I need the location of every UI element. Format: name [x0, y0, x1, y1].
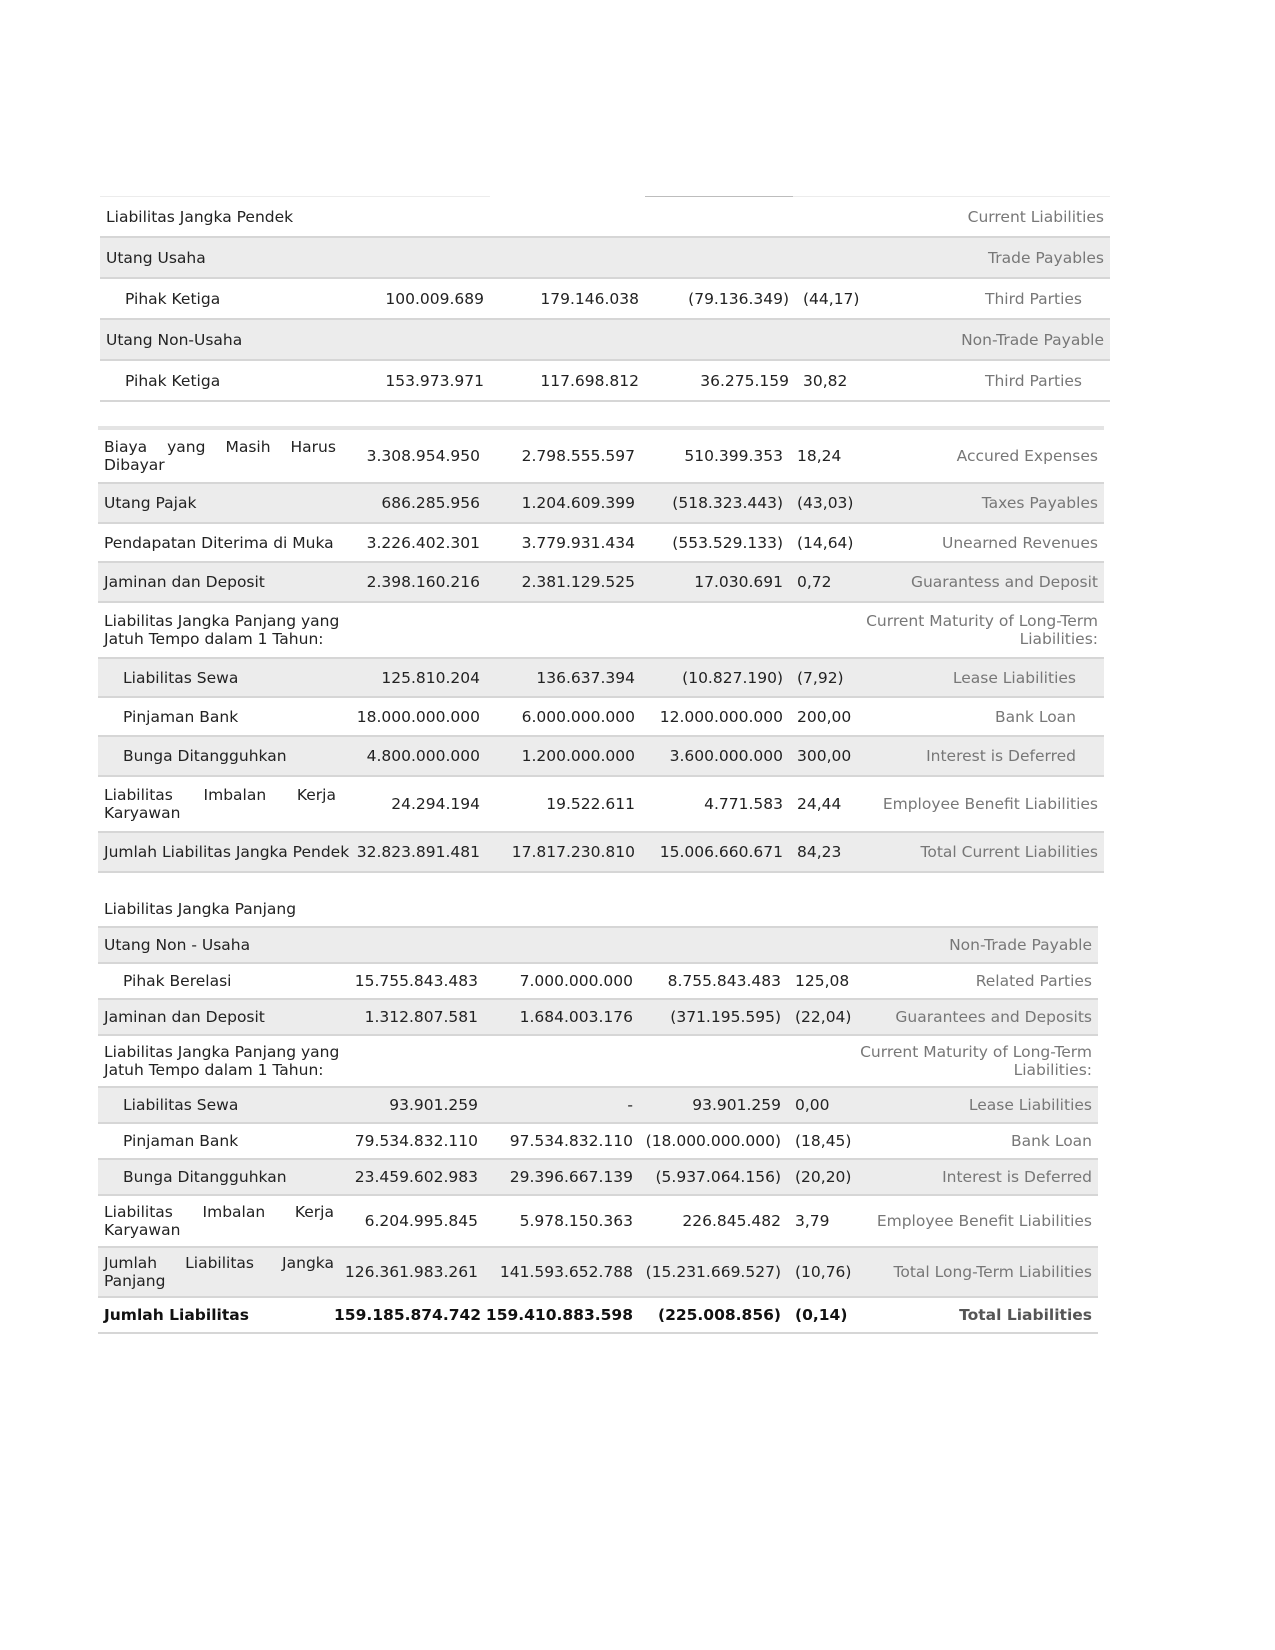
value-prior-year: 6.000.000.000: [521, 707, 635, 726]
value-current-year: 125.810.204: [381, 668, 480, 687]
value-prior-year: 117.698.812: [540, 371, 639, 390]
table-row: [100, 279, 1110, 320]
table-row: [98, 1124, 1098, 1160]
row-label-en: Non-Trade Payable: [961, 330, 1104, 349]
value-change: 8.755.843.483: [667, 972, 781, 990]
value-current-year: 18.000.000.000: [356, 707, 480, 726]
row-label-id: Pendapatan Diterima di Muka: [104, 533, 334, 552]
row-label-en: [859, 612, 1104, 648]
long-term-liabilities-table: [98, 892, 1098, 1334]
table-row: [98, 833, 1104, 873]
value-change: (79.136.349): [688, 289, 789, 308]
value-prior-year: 1.204.609.399: [521, 494, 635, 512]
value-current-year: 93.901.259: [389, 1096, 478, 1114]
row-label-id: Utang Usaha: [106, 248, 206, 267]
value-change: 93.901.259: [692, 1096, 781, 1114]
row-label-en: [857, 1043, 1098, 1079]
value-change-pct: 200,00: [797, 707, 852, 726]
row-label-id-line1: Liabilitas Imbalan Kerja: [104, 1203, 334, 1221]
table-row: [98, 964, 1098, 1000]
row-label-en: Unearned Revenues: [941, 533, 1098, 552]
value-change-pct: (7,92): [797, 668, 844, 687]
table-row: [98, 777, 1104, 833]
value-change: 226.845.482: [682, 1212, 781, 1230]
table-row: [98, 737, 1104, 777]
value-current-year: 15.755.843.483: [354, 972, 478, 990]
row-label-en: Third Parties: [985, 289, 1082, 308]
row-label-id-line2: Jatuh Tempo dalam 1 Tahun:: [104, 1061, 324, 1079]
value-change-pct: 24,44: [797, 795, 842, 813]
value-current-year: 32.823.891.481: [356, 843, 480, 861]
grand-total-row: [98, 1298, 1098, 1334]
value-prior-year: 2.381.129.525: [521, 573, 635, 591]
value-change-pct: 0,00: [795, 1096, 830, 1114]
row-label-en: Non-Trade Payable: [949, 936, 1092, 954]
value-prior-year: 136.637.394: [536, 668, 635, 687]
value-current-year: 100.009.689: [385, 289, 484, 308]
table-row: [98, 659, 1104, 698]
value-prior-year: 1.684.003.176: [519, 1008, 633, 1026]
value-change: (371.195.595): [670, 1008, 781, 1026]
row-label-en: Third Parties: [985, 371, 1082, 390]
value-change: 4.771.583: [704, 795, 783, 813]
value-change-pct: 300,00: [797, 747, 852, 765]
current-liabilities-table-a: [100, 197, 1110, 402]
value-current-year: 2.398.160.216: [366, 573, 480, 591]
value-change-pct: 0,72: [797, 573, 832, 591]
row-label-id: Utang Non-Usaha: [106, 330, 243, 349]
row-label-id-line1: Jumlah Liabilitas Jangka: [104, 1254, 334, 1272]
row-label-id: Pihak Ketiga: [125, 371, 221, 390]
value-change-pct: (14,64): [797, 533, 854, 552]
row-label-id: [98, 438, 336, 474]
value-prior-year: 159.410.883.598: [485, 1306, 633, 1324]
value-prior-year: 97.534.832.110: [509, 1132, 633, 1150]
value-current-year: 3.308.954.950: [366, 447, 480, 465]
row-label-id: [98, 612, 340, 648]
row-label-id: [98, 1203, 334, 1239]
value-change-pct: 125,08: [795, 972, 850, 990]
table-row: [100, 361, 1110, 402]
value-prior-year: 29.396.667.139: [509, 1168, 633, 1186]
value-current-year: 24.294.194: [391, 795, 480, 813]
row-label-id: Bunga Ditangguhkan: [123, 1168, 287, 1186]
value-change-pct: 84,23: [797, 843, 842, 861]
current-liabilities-table-b: [98, 426, 1104, 873]
value-change-pct: 30,82: [803, 371, 848, 390]
value-change: (18.000.000.000): [645, 1132, 781, 1150]
row-label-id-line1: Liabilitas Imbalan Kerja: [104, 786, 336, 804]
row-label-en-line2: Liabilities:: [1019, 630, 1098, 648]
value-change: 12.000.000.000: [659, 707, 783, 726]
value-current-year: 686.285.956: [381, 494, 480, 512]
row-label-en-line1: Current Maturity of Long-Term: [866, 612, 1098, 630]
table-row: [98, 1196, 1098, 1248]
table-row: [100, 320, 1110, 361]
value-current-year: 126.361.983.261: [344, 1263, 478, 1281]
value-change: 510.399.353: [684, 447, 783, 465]
row-label-en: Employee Benefit Liabilities: [882, 795, 1098, 813]
row-label-id-line2: Karyawan: [104, 1221, 181, 1239]
value-change-pct: (18,45): [795, 1132, 852, 1150]
row-label-en-line2: Liabilities:: [1013, 1061, 1092, 1079]
value-change-pct: (44,17): [803, 289, 860, 308]
row-label-en: Bank Loan: [994, 707, 1076, 726]
value-change: 36.275.159: [700, 371, 789, 390]
row-label-en: Trade Payables: [988, 248, 1104, 267]
row-label-id: Utang Pajak: [104, 494, 197, 512]
row-label-en: Interest is Deferred: [926, 747, 1076, 765]
row-label-id: Liabilitas Sewa: [123, 1096, 239, 1114]
value-current-year: 3.226.402.301: [366, 533, 480, 552]
row-label-id: Pinjaman Bank: [123, 707, 239, 726]
table-row: [98, 603, 1104, 659]
value-prior-year: 141.593.652.788: [499, 1263, 633, 1281]
row-label-id: Jaminan dan Deposit: [104, 573, 265, 591]
value-prior-year: -: [627, 1096, 633, 1114]
value-prior-year: 5.978.150.363: [519, 1212, 633, 1230]
value-change-pct: (0,14): [795, 1306, 848, 1324]
value-change: 17.030.691: [694, 573, 783, 591]
section-title-en: Current Liabilities: [967, 207, 1104, 226]
row-label-en: Total Current Liabilities: [920, 843, 1098, 861]
row-label-id: [98, 786, 336, 822]
value-change: 15.006.660.671: [659, 843, 783, 861]
value-change: (10.827.190): [682, 668, 783, 687]
table-row: [100, 238, 1110, 279]
value-prior-year: 3.779.931.434: [521, 533, 635, 552]
value-current-year: 159.185.874.742: [334, 1306, 482, 1324]
row-label-id-line2: Panjang: [104, 1272, 166, 1290]
value-current-year: 6.204.995.845: [364, 1212, 478, 1230]
row-label-id-line1: Liabilitas Jangka Panjang yang: [104, 1043, 340, 1061]
value-change-pct: (43,03): [797, 494, 854, 512]
value-change-pct: (20,20): [795, 1168, 852, 1186]
value-change-pct: (10,76): [795, 1263, 852, 1281]
row-label-id: Bunga Ditangguhkan: [123, 747, 287, 765]
row-label-id: Pihak Berelasi: [123, 972, 232, 990]
value-change: (553.529.133): [672, 533, 783, 552]
row-label-en: Interest is Deferred: [942, 1168, 1092, 1186]
table-row: [98, 1160, 1098, 1196]
row-label-id: Utang Non - Usaha: [104, 936, 251, 954]
value-prior-year: 179.146.038: [540, 289, 639, 308]
row-label-en: Related Parties: [975, 972, 1092, 990]
row-label-id: Liabilitas Sewa: [123, 668, 239, 687]
table-row: [98, 484, 1104, 524]
row-label-id: Jumlah Liabilitas Jangka Pendek: [104, 843, 350, 861]
row-label-id-line1: Biaya yang Masih Harus: [104, 438, 336, 456]
value-current-year: 23.459.602.983: [354, 1168, 478, 1186]
table-row: [98, 1088, 1098, 1124]
value-prior-year: 2.798.555.597: [521, 447, 635, 465]
value-current-year: 4.800.000.000: [366, 747, 480, 765]
table-row: [98, 928, 1098, 964]
value-prior-year: 19.522.611: [546, 795, 635, 813]
row-label-en: Employee Benefit Liabilities: [876, 1212, 1092, 1230]
value-change: (5.937.064.156): [655, 1168, 781, 1186]
section-title-id: Liabilitas Jangka Pendek: [106, 207, 294, 226]
value-current-year: 79.534.832.110: [354, 1132, 478, 1150]
row-label-id-line2: Dibayar: [104, 456, 165, 474]
section-header-row: [98, 892, 1098, 928]
row-label-en: Accured Expenses: [956, 447, 1098, 465]
row-label-id-line2: Karyawan: [104, 804, 181, 822]
section-title-id: Liabilitas Jangka Panjang: [104, 900, 297, 918]
row-label-id-line1: Liabilitas Jangka Panjang yang: [104, 612, 340, 630]
value-change: 3.600.000.000: [669, 747, 783, 765]
row-label-en: Bank Loan: [1010, 1132, 1092, 1150]
row-label-id: Pinjaman Bank: [123, 1132, 239, 1150]
row-label-id: [98, 1254, 334, 1290]
value-current-year: 153.973.971: [385, 371, 484, 390]
value-change-pct: 3,79: [795, 1212, 830, 1230]
row-label-id: [98, 1043, 340, 1079]
value-change: (225.008.856): [657, 1306, 781, 1324]
row-label-en: Taxes Payables: [981, 494, 1098, 512]
table-row: [98, 430, 1104, 484]
row-label-en: Guarantees and Deposits: [895, 1008, 1092, 1026]
row-label-en-line1: Current Maturity of Long-Term: [860, 1043, 1092, 1061]
row-label-en: Lease Liabilities: [968, 1096, 1092, 1114]
table-row: [98, 1036, 1098, 1088]
table-row: [98, 563, 1104, 603]
row-label-id: Jaminan dan Deposit: [104, 1008, 265, 1026]
value-change: (518.323.443): [672, 494, 783, 512]
value-current-year: 1.312.807.581: [364, 1008, 478, 1026]
value-change-pct: 18,24: [797, 447, 842, 465]
row-label-en: Total Liabilities: [959, 1306, 1092, 1324]
row-label-id-line2: Jatuh Tempo dalam 1 Tahun:: [104, 630, 324, 648]
table-row: [98, 1248, 1098, 1298]
value-change: (15.231.669.527): [645, 1263, 781, 1281]
section-header-row: [100, 197, 1110, 238]
value-change-pct: (22,04): [795, 1008, 852, 1026]
value-prior-year: 1.200.000.000: [521, 747, 635, 765]
table-row: [98, 1000, 1098, 1036]
row-label-id: Jumlah Liabilitas: [104, 1306, 249, 1324]
row-label-en: Total Long-Term Liabilities: [893, 1263, 1092, 1281]
table-row: [98, 698, 1104, 737]
value-prior-year: 7.000.000.000: [519, 972, 633, 990]
row-label-en: Guarantess and Deposit: [910, 573, 1098, 591]
value-prior-year: 17.817.230.810: [511, 843, 635, 861]
table-row: [98, 524, 1104, 563]
row-label-en: Lease Liabilities: [952, 668, 1076, 687]
row-label-id: Pihak Ketiga: [125, 289, 221, 308]
